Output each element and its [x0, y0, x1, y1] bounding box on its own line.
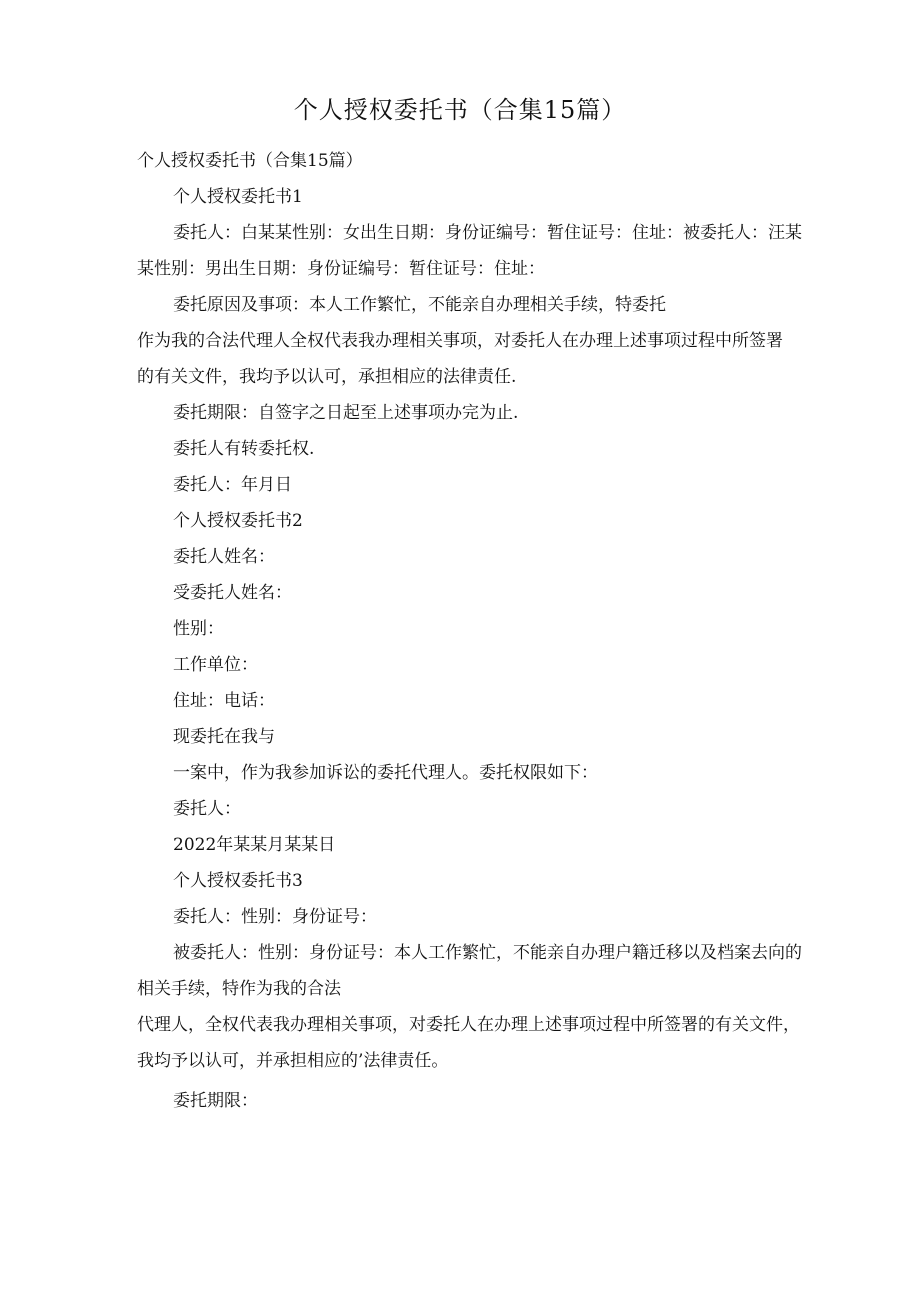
paragraph-line: 的有关文件，我均予以认可，承担相应的法律责任. [137, 367, 517, 387]
paragraph-line: 委托原因及事项：本人工作繁忙，不能亲自办理相关手续，特委托 [173, 295, 666, 315]
paragraph-line: 受委托人姓名： [173, 583, 292, 603]
paragraph-line: 委托人姓名： [173, 547, 275, 567]
paragraph-line: 性别： [173, 619, 224, 639]
document-title: 个人授权委托书（合集15篇） [293, 96, 627, 124]
section-heading-1: 个人授权委托书1 [173, 187, 303, 207]
paragraph-line: 委托期限：自签字之日起至上述事项办完为止. [173, 403, 519, 423]
paragraph-line: 委托人有转委托权. [173, 439, 315, 459]
paragraph-line: 作为我的合法代理人全权代表我办理相关事项，对委托人在办理上述事项过程中所签署 [137, 331, 783, 351]
paragraph-line: 委托期限： [173, 1091, 258, 1111]
paragraph-line: 委托人：年月日 [173, 475, 292, 495]
section-heading-2: 个人授权委托书2 [173, 511, 303, 531]
paragraph-line: 住址：电话： [173, 691, 275, 711]
paragraph-line: 我均予以认可，并承担相应的’法律责任。 [137, 1051, 449, 1071]
section-heading-3: 个人授权委托书3 [173, 871, 303, 891]
paragraph-line: 委托人： [173, 799, 241, 819]
paragraph-line: 相关手续，特作为我的合法 [137, 979, 341, 999]
paragraph-line: 现委托在我与 [173, 727, 275, 747]
paragraph-line: 一案中，作为我参加诉讼的委托代理人。委托权限如下： [173, 763, 598, 783]
subtitle-line: 个人授权委托书（合集15篇） [137, 151, 363, 171]
paragraph-line: 某性别：男出生日期：身份证编号：暂住证号：住址： [137, 259, 545, 279]
paragraph-line: 代理人，全权代表我办理相关事项，对委托人在办理上述事项过程中所签署的有关文件， [137, 1015, 800, 1035]
paragraph-line: 工作单位： [173, 655, 258, 675]
paragraph-line: 被委托人：性别：身份证号：本人工作繁忙，不能亲自办理户籍迁移以及档案去向的 [173, 943, 802, 963]
paragraph-line: 委托人：白某某性别：女出生日期：身份证编号：暂住证号：住址：被委托人：汪某 [173, 223, 802, 243]
paragraph-line: 委托人：性别：身份证号： [173, 907, 377, 927]
date-line: 2022年某某月某某日 [173, 835, 336, 855]
